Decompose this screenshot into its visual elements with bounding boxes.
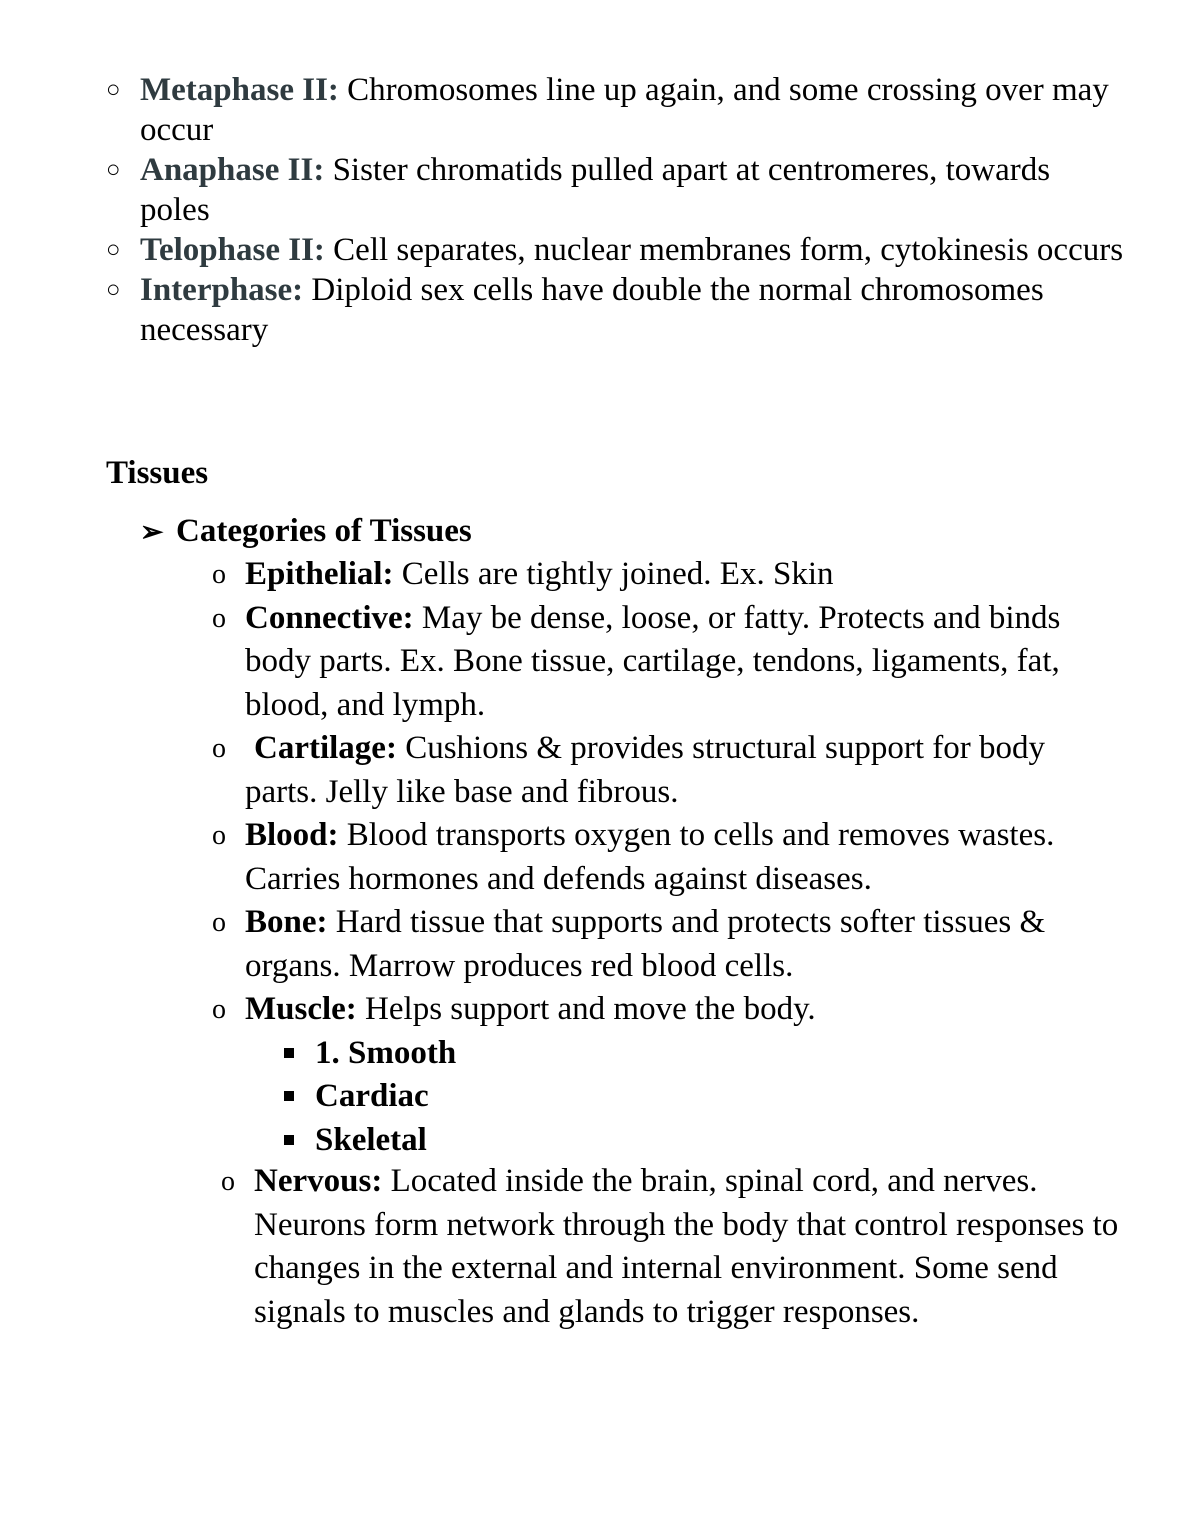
tissue-item-muscle bbox=[210, 988, 1125, 1162]
muscle-type-item bbox=[280, 1032, 1125, 1076]
tissue-term: Nervous: bbox=[254, 1163, 383, 1199]
phase-description: Cell separates, nuclear membranes form, cytokinesis occurs bbox=[324, 232, 1124, 268]
o-bullet-icon: o bbox=[212, 907, 226, 938]
phase-description: Sister chromatids pulled apart at centromeres, towards poles bbox=[140, 152, 1051, 228]
hollow-circle-bullet-icon: ○ bbox=[106, 237, 121, 263]
muscle-type-item bbox=[280, 1119, 1125, 1163]
phase-term: Anaphase II: bbox=[140, 152, 325, 188]
tissue-term: Cartilage: bbox=[254, 730, 397, 766]
tissue-term: Bone: bbox=[245, 904, 328, 940]
hollow-circle-bullet-icon: ○ bbox=[106, 77, 121, 103]
o-bullet-icon: o bbox=[212, 602, 226, 634]
phase-item-anaphase-ii bbox=[104, 150, 1124, 230]
tissue-term: Epithelial: bbox=[245, 556, 394, 592]
tissue-description: Helps support and move the body. bbox=[356, 991, 816, 1027]
o-bullet-icon: o bbox=[212, 994, 226, 1025]
phase-item-interphase bbox=[104, 270, 1124, 350]
tissue-description: Cushions & provides structural support for body parts. Jelly like base and fibrous. bbox=[245, 730, 1045, 810]
phase-item-metaphase-ii bbox=[104, 70, 1124, 150]
hollow-circle-bullet-icon: ○ bbox=[106, 157, 121, 183]
muscle-type-list bbox=[245, 1032, 1125, 1163]
phase-description: Chromosomes line up again, and some crossing over may occur bbox=[140, 72, 1109, 148]
phase-item-telophase-ii bbox=[104, 230, 1124, 270]
tissue-description: Hard tissue that supports and protects softer tissues & organs. Marrow produces red blood cells. bbox=[245, 904, 1046, 984]
tissue-item-epithelial bbox=[210, 553, 1125, 597]
tissue-item-nervous bbox=[219, 1160, 1119, 1334]
o-bullet-icon: o bbox=[212, 820, 226, 851]
tissue-item-cartilage bbox=[210, 727, 1125, 814]
muscle-type-item bbox=[280, 1075, 1125, 1119]
o-bullet-icon: o bbox=[221, 1166, 235, 1197]
meiosis-phase-list bbox=[104, 70, 1124, 350]
o-bullet-icon: o bbox=[212, 559, 226, 590]
phase-term: Metaphase II: bbox=[140, 72, 339, 108]
hollow-circle-bullet-icon: ○ bbox=[106, 277, 121, 303]
square-bullet-icon bbox=[284, 1135, 294, 1145]
tissue-term: Blood: bbox=[245, 817, 339, 853]
phase-term: Telophase II: bbox=[140, 232, 325, 268]
tissue-item-bone bbox=[210, 901, 1125, 988]
muscle-type-label: Cardiac bbox=[315, 1078, 429, 1114]
phase-description: Diploid sex cells have double the normal chromosomes necessary bbox=[140, 272, 1044, 348]
phase-term: Interphase: bbox=[140, 272, 304, 308]
tissue-description: Cells are tightly joined. Ex. Skin bbox=[393, 556, 834, 592]
arrow-bullet-icon: ➢ bbox=[140, 517, 164, 548]
categories-of-tissues-heading bbox=[140, 510, 472, 554]
tissue-item-connective bbox=[210, 597, 1125, 728]
muscle-type-label: Skeletal bbox=[315, 1121, 427, 1158]
tissue-item-blood bbox=[210, 814, 1125, 901]
tissue-description: Blood transports oxygen to cells and removes wastes. Carries hormones and defends against diseases. bbox=[245, 817, 1055, 897]
nervous-tissue-list bbox=[219, 1160, 1119, 1334]
tissue-category-list bbox=[210, 553, 1125, 1162]
square-bullet-icon bbox=[284, 1091, 294, 1101]
tissue-term: Muscle: bbox=[245, 991, 357, 1027]
tissue-term: Connective: bbox=[245, 599, 414, 636]
o-bullet-icon: o bbox=[212, 733, 226, 764]
square-bullet-icon bbox=[284, 1048, 294, 1058]
section-heading-tissues: Tissues bbox=[106, 455, 209, 491]
categories-heading-text: Categories of Tissues bbox=[176, 513, 472, 549]
tissue-description: May be dense, loose, or fatty. Protects and binds body parts. Ex. Bone tissue, cartilage, tendons, ligaments, fat, blood, and lymph. bbox=[245, 599, 1061, 723]
tissue-description: Located inside the brain, spinal cord, and nerves. Neurons form network through the body that control responses to changes in the external and internal environment. Some send signals to muscles and glands to trigger responses. bbox=[254, 1163, 1119, 1330]
muscle-type-label: 1. Smooth bbox=[315, 1034, 457, 1071]
